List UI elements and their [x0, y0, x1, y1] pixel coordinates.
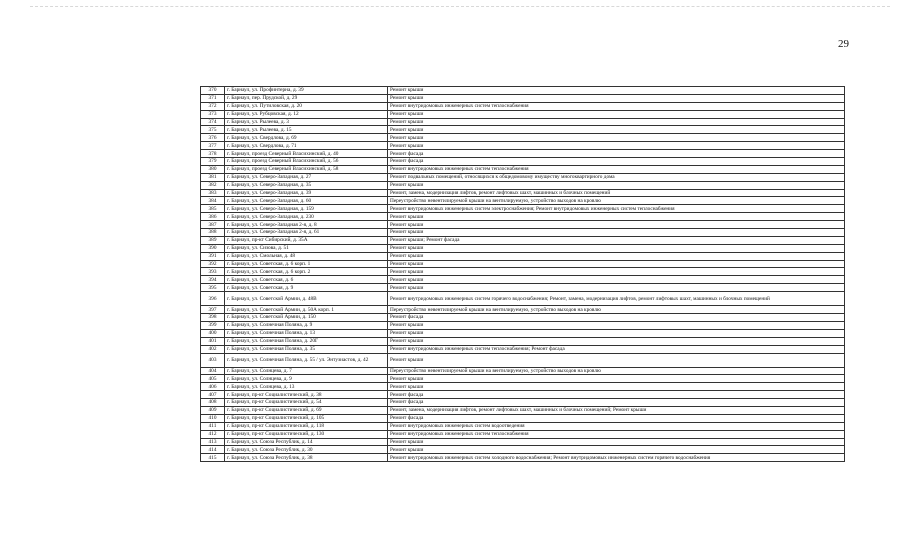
- work-type-cell: Ремонт внутридомовых инженерных систем горячего водоснабжения; Ремонт, замена, модернизация лифтов, ремонт лифтовых шахт, машинных и блочных помещений: [388, 292, 845, 306]
- work-type-cell: Ремонт крыши: [388, 94, 845, 102]
- table-row: [201, 221, 845, 229]
- row-number-cell: 372: [201, 102, 225, 110]
- work-type-cell: Ремонт подвальных помещений, относящихся к общедомовому имуществу многоквартирного дома: [388, 173, 845, 181]
- table-row: [201, 414, 845, 422]
- address-cell: г. Барнаул, проезд Северный Власихинский, д. 58: [225, 165, 388, 173]
- table-row: [201, 244, 845, 252]
- address-cell: г. Барнаул, ул. Рылеева, д. 15: [225, 126, 388, 134]
- table-row: [201, 422, 845, 430]
- table-row: [201, 213, 845, 221]
- work-type-cell: Ремонт фасада: [388, 414, 845, 422]
- address-cell: г. Барнаул, ул. Солнечная Поляна, д. 13: [225, 329, 388, 337]
- address-cell: г. Барнаул, ул. Северо-Западная, д. 39: [225, 189, 388, 197]
- row-number-cell: 398: [201, 314, 225, 322]
- work-type-cell: Ремонт крыши: [388, 252, 845, 260]
- work-type-cell: Ремонт крыши: [388, 438, 845, 446]
- table-row: [201, 383, 845, 391]
- address-cell: г. Барнаул, ул. Рылеева, д. 3: [225, 118, 388, 126]
- row-number-cell: 380: [201, 165, 225, 173]
- table-row: [201, 345, 845, 353]
- table-row: [201, 260, 845, 268]
- work-type-cell: Ремонт внутридомовых инженерных систем водоотведения: [388, 422, 845, 430]
- row-number-cell: 413: [201, 438, 225, 446]
- row-number-cell: 402: [201, 345, 225, 353]
- table-row: [201, 102, 845, 110]
- address-cell: г. Барнаул, ул. Сизова, д. 51: [225, 244, 388, 252]
- address-cell: г. Барнаул, ул. Солнечная Поляна, д. 35: [225, 345, 388, 353]
- work-type-cell: Ремонт крыши: [388, 353, 845, 367]
- address-cell: г. Барнаул, ул. Союза Республик, д. 14: [225, 438, 388, 446]
- work-type-cell: Ремонт крыши: [388, 260, 845, 268]
- address-cell: г. Барнаул, ул. Советской Армии, д. 150: [225, 314, 388, 322]
- work-type-cell: Ремонт крыши: [388, 181, 845, 189]
- table-row: [201, 229, 845, 237]
- address-cell: г. Барнаул, пр-кт Социалистический, д. 38: [225, 391, 388, 399]
- work-type-cell: Ремонт крыши: [388, 244, 845, 252]
- table-row: [201, 391, 845, 399]
- work-type-cell: Ремонт крыши: [388, 221, 845, 229]
- row-number-cell: 406: [201, 383, 225, 391]
- work-type-cell: Переустройство невентилируемой крыши на вентилируемую, устройство выходов на кровлю: [388, 306, 845, 314]
- row-number-cell: 370: [201, 87, 225, 95]
- work-type-cell: Ремонт крыши: [388, 321, 845, 329]
- row-number-cell: 373: [201, 110, 225, 118]
- row-number-cell: 371: [201, 94, 225, 102]
- work-type-cell: Ремонт фасада: [388, 150, 845, 158]
- address-cell: г. Барнаул, ул. Северо-Западная, д. 35: [225, 181, 388, 189]
- table-row: [201, 197, 845, 205]
- table-row: [201, 158, 845, 166]
- address-cell: г. Барнаул, ул. Советская, д. 6 корп. 2: [225, 268, 388, 276]
- table-row: [201, 189, 845, 197]
- work-type-cell: Ремонт крыши: [388, 268, 845, 276]
- table-row: [201, 292, 845, 306]
- table-row: [201, 329, 845, 337]
- table-row: [201, 165, 845, 173]
- address-cell: г. Барнаул, ул. Свердлова, д. 71: [225, 142, 388, 150]
- row-number-cell: 382: [201, 181, 225, 189]
- work-type-cell: Ремонт внутридомовых инженерных систем электроснабжения; Ремонт внутридомовых инженерных систем теплоснабжения: [388, 205, 845, 213]
- row-number-cell: 409: [201, 406, 225, 414]
- table-row: [201, 399, 845, 407]
- work-type-cell: Ремонт крыши: [388, 375, 845, 383]
- address-cell: г. Барнаул, пр-кт Сибирский, д. 35А: [225, 236, 388, 244]
- row-number-cell: 389: [201, 236, 225, 244]
- table-row: [201, 438, 845, 446]
- work-type-cell: Ремонт внутридомовых инженерных систем теплоснабжения: [388, 165, 845, 173]
- work-type-cell: Ремонт крыши: [388, 213, 845, 221]
- table-row: [201, 321, 845, 329]
- table-row: [201, 406, 845, 414]
- address-cell: г. Барнаул, ул. Советской Армии, д. 50А корп. 1: [225, 306, 388, 314]
- row-number-cell: 415: [201, 454, 225, 462]
- row-number-cell: 407: [201, 391, 225, 399]
- work-type-cell: Ремонт фасада: [388, 399, 845, 407]
- work-type-cell: Ремонт крыши: [388, 329, 845, 337]
- scan-edge-line: [30, 6, 890, 7]
- row-number-cell: 397: [201, 306, 225, 314]
- address-cell: г. Барнаул, ул. Рубцовская, д. 12: [225, 110, 388, 118]
- table-row: [201, 446, 845, 454]
- address-cell: г. Барнаул, ул. Путиловская, д. 20: [225, 102, 388, 110]
- address-cell: г. Барнаул, ул. Северо-Западная, д. 159: [225, 205, 388, 213]
- row-number-cell: 396: [201, 292, 225, 306]
- address-cell: г. Барнаул, ул. Смольная, д. 48: [225, 252, 388, 260]
- row-number-cell: 403: [201, 353, 225, 367]
- page-number: 29: [838, 38, 849, 50]
- address-cell: г. Барнаул, ул. Солнцева, д. 7: [225, 367, 388, 375]
- table-row: [201, 284, 845, 292]
- address-cell: г. Барнаул, ул. Свердлова, д. 69: [225, 134, 388, 142]
- address-cell: г. Барнаул, ул. Советская, д. 6 корп. 1: [225, 260, 388, 268]
- work-type-cell: Ремонт крыши: [388, 134, 845, 142]
- work-type-cell: Ремонт, замена, модернизация лифтов, ремонт лифтовых шахт, машинных и блочных помещений: [388, 189, 845, 197]
- address-cell: г. Барнаул, пр-кт Социалистический, д. 130: [225, 430, 388, 438]
- table-row: [201, 337, 845, 345]
- table-row: [201, 126, 845, 134]
- row-number-cell: 395: [201, 284, 225, 292]
- table-row: [201, 118, 845, 126]
- address-cell: г. Барнаул, ул. Советская, д. 6: [225, 276, 388, 284]
- row-number-cell: 408: [201, 399, 225, 407]
- table-row: [201, 306, 845, 314]
- address-cell: г. Барнаул, ул. Солнечная Поляна, д. 9: [225, 321, 388, 329]
- work-type-cell: Ремонт крыши: [388, 337, 845, 345]
- table-row: [201, 375, 845, 383]
- address-cell: г. Барнаул, ул. Солнечная Поляна, д. 20Г: [225, 337, 388, 345]
- work-type-cell: Ремонт крыши: [388, 383, 845, 391]
- row-number-cell: 381: [201, 173, 225, 181]
- row-number-cell: 387: [201, 221, 225, 229]
- address-cell: г. Барнаул, пр-кт Социалистический, д. 54: [225, 399, 388, 407]
- address-cell: г. Барнаул, проезд Северный Власихинский, д. 40: [225, 150, 388, 158]
- address-cell: г. Барнаул, пр-кт Социалистический, д. 69: [225, 406, 388, 414]
- table-row: [201, 134, 845, 142]
- table-row: [201, 110, 845, 118]
- table-row: [201, 142, 845, 150]
- address-cell: г. Барнаул, ул. Советская, д. 9: [225, 284, 388, 292]
- address-cell: г. Барнаул, ул. Союза Республик, д. 38: [225, 454, 388, 462]
- work-type-cell: Ремонт внутридомовых инженерных систем теплоснабжения: [388, 430, 845, 438]
- row-number-cell: 393: [201, 268, 225, 276]
- table-row: [201, 353, 845, 367]
- row-number-cell: 414: [201, 446, 225, 454]
- table-row: [201, 454, 845, 462]
- row-number-cell: 410: [201, 414, 225, 422]
- row-number-cell: 376: [201, 134, 225, 142]
- work-type-cell: Ремонт внутридомовых инженерных систем холодного водоснабжения; Ремонт внутридомовых инженерных систем горячего водоснабжения: [388, 454, 845, 462]
- table-row: [201, 276, 845, 284]
- address-cell: г. Барнаул, пер. Прудской, д. 29: [225, 94, 388, 102]
- address-cell: г. Барнаул, ул. Северо-Западная, д. 27: [225, 173, 388, 181]
- work-type-cell: Ремонт крыши: [388, 284, 845, 292]
- work-type-cell: Ремонт, замена, модернизация лифтов, ремонт лифтовых шахт, машинных и блочных помещений; Ремонт крыши: [388, 406, 845, 414]
- repair-register-table: [200, 86, 845, 462]
- row-number-cell: 386: [201, 213, 225, 221]
- row-number-cell: 405: [201, 375, 225, 383]
- work-type-cell: Переустройство невентилируемой крыши на вентилируемую, устройство выходов на кровлю: [388, 197, 845, 205]
- table-row: [201, 150, 845, 158]
- address-cell: г. Барнаул, ул. Солнцева, д. 13: [225, 383, 388, 391]
- row-number-cell: 404: [201, 367, 225, 375]
- table-row: [201, 94, 845, 102]
- work-type-cell: Ремонт крыши: [388, 126, 845, 134]
- work-type-cell: Ремонт крыши: [388, 276, 845, 284]
- work-type-cell: Ремонт крыши: [388, 229, 845, 237]
- work-type-cell: Ремонт крыши; Ремонт фасада: [388, 236, 845, 244]
- table-row: [201, 181, 845, 189]
- address-cell: г. Барнаул, проезд Северный Власихинский, д. 56: [225, 158, 388, 166]
- address-cell: г. Барнаул, пр-кт Социалистический, д. 118: [225, 422, 388, 430]
- table-row: [201, 205, 845, 213]
- address-cell: г. Барнаул, ул. Северо-Западная 2-я, д. 61: [225, 229, 388, 237]
- address-cell: г. Барнаул, ул. Северо-Западная, д. 60: [225, 197, 388, 205]
- row-number-cell: 383: [201, 189, 225, 197]
- work-type-cell: Ремонт крыши: [388, 110, 845, 118]
- address-cell: г. Барнаул, ул. Союза Республик, д. 30: [225, 446, 388, 454]
- work-type-cell: Ремонт фасада: [388, 158, 845, 166]
- address-cell: г. Барнаул, пр-кт Социалистический, д. 105: [225, 414, 388, 422]
- table-row: [201, 430, 845, 438]
- row-number-cell: 374: [201, 118, 225, 126]
- row-number-cell: 411: [201, 422, 225, 430]
- row-number-cell: 375: [201, 126, 225, 134]
- row-number-cell: 390: [201, 244, 225, 252]
- work-type-cell: Ремонт крыши: [388, 118, 845, 126]
- row-number-cell: 377: [201, 142, 225, 150]
- row-number-cell: 385: [201, 205, 225, 213]
- table-row: [201, 314, 845, 322]
- row-number-cell: 378: [201, 150, 225, 158]
- table-row: [201, 268, 845, 276]
- table-row: [201, 173, 845, 181]
- work-type-cell: Ремонт внутридомовых инженерных систем теплоснабжения; Ремонт фасада: [388, 345, 845, 353]
- work-type-cell: Ремонт фасада: [388, 391, 845, 399]
- row-number-cell: 384: [201, 197, 225, 205]
- row-number-cell: 379: [201, 158, 225, 166]
- row-number-cell: 392: [201, 260, 225, 268]
- work-type-cell: Ремонт крыши: [388, 87, 845, 95]
- address-cell: г. Барнаул, ул. Солнцева, д. 9: [225, 375, 388, 383]
- row-number-cell: 391: [201, 252, 225, 260]
- table-row: [201, 252, 845, 260]
- work-type-cell: Ремонт крыши: [388, 446, 845, 454]
- row-number-cell: 400: [201, 329, 225, 337]
- table-row: [201, 367, 845, 375]
- row-number-cell: 399: [201, 321, 225, 329]
- work-type-cell: Переустройство невентилируемой крыши на вентилируемую, устройство выходов на кровлю: [388, 367, 845, 375]
- table-row: [201, 87, 845, 95]
- address-cell: г. Барнаул, ул. Северо-Западная, д. 230: [225, 213, 388, 221]
- table-row: [201, 236, 845, 244]
- row-number-cell: 388: [201, 229, 225, 237]
- address-cell: г. Барнаул, ул. Советской Армии, д. 48В: [225, 292, 388, 306]
- row-number-cell: 401: [201, 337, 225, 345]
- row-number-cell: 412: [201, 430, 225, 438]
- address-cell: г. Барнаул, ул. Солнечная Поляна, д. 55 / ул. Энтузиастов, д. 42: [225, 353, 388, 367]
- work-type-cell: Ремонт внутридомовых инженерных систем теплоснабжения: [388, 102, 845, 110]
- address-cell: г. Барнаул, ул. Профинтерна, д. 39: [225, 87, 388, 95]
- work-type-cell: Ремонт крыши: [388, 142, 845, 150]
- work-type-cell: Ремонт фасада: [388, 314, 845, 322]
- row-number-cell: 394: [201, 276, 225, 284]
- address-cell: г. Барнаул, ул. Северо-Западная 2-я, д. 8: [225, 221, 388, 229]
